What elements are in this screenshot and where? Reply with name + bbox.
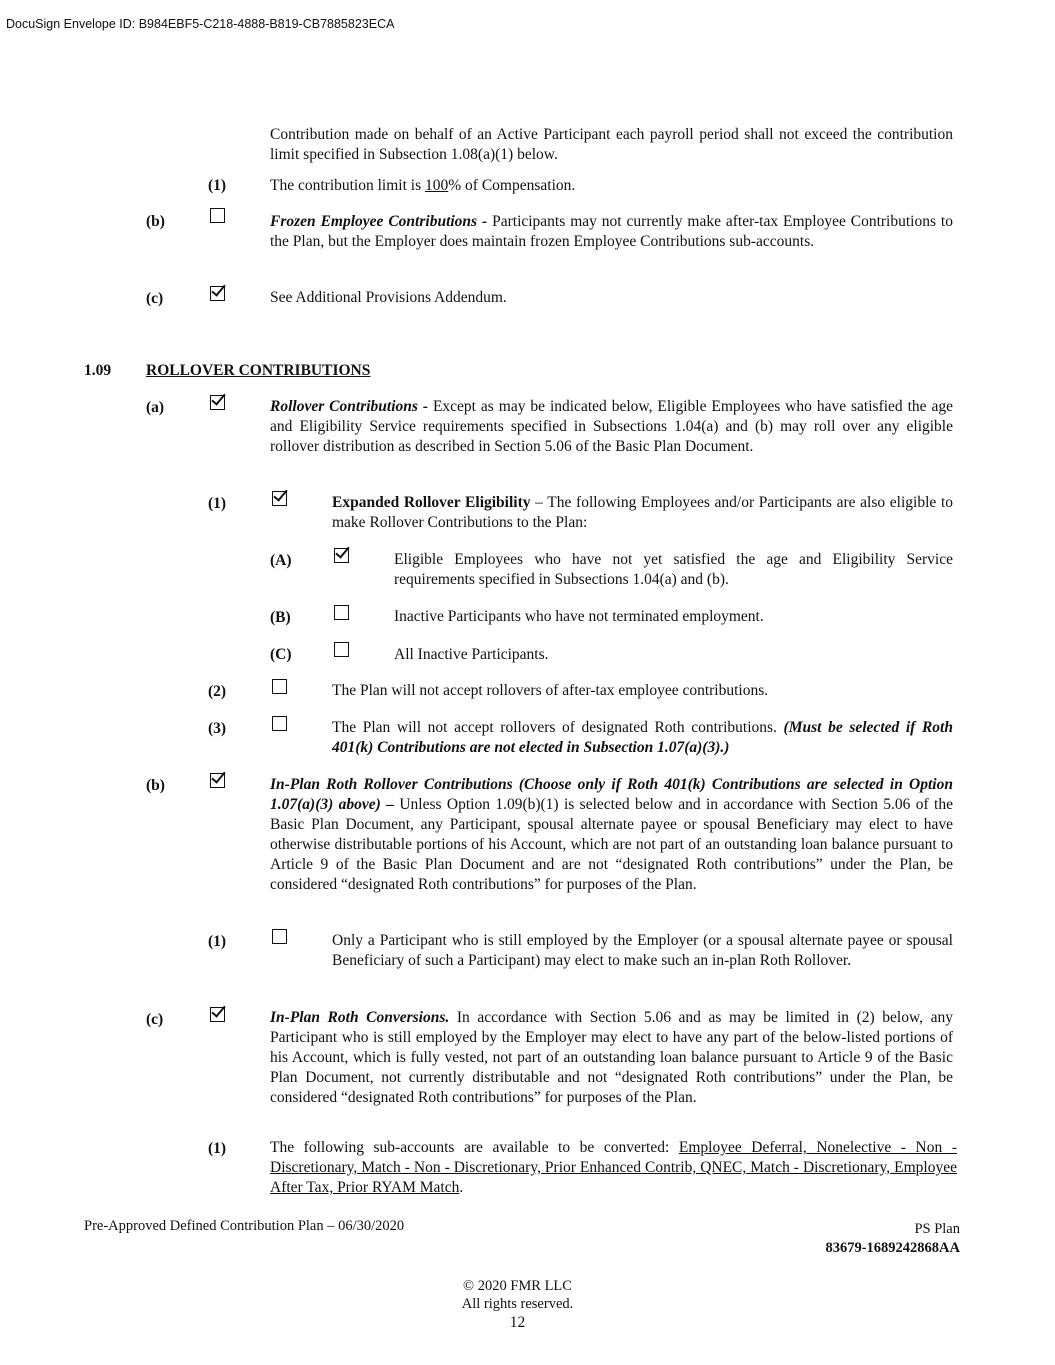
footer-plan-code: 83679-1689242868AA xyxy=(825,1240,960,1256)
sec109-a-checkbox-checked[interactable] xyxy=(210,395,225,410)
sub-item-B-text: Inactive Participants who have not terminated employment. xyxy=(394,608,764,625)
contribution-limit-text: The contribution limit is 100% of Compensation. xyxy=(270,177,576,194)
sec108-b-label: (b) xyxy=(146,213,165,230)
sec109-a-2-checkbox[interactable] xyxy=(272,679,287,694)
sec108-b-checkbox[interactable] xyxy=(210,208,225,223)
sub-item-A-label: (A) xyxy=(270,552,292,569)
footer-right-block xyxy=(825,1220,960,1258)
after-tax-rollover-text: The Plan will not accept rollovers of after-tax employee contributions. xyxy=(332,682,769,699)
sec109-a-3-checkbox[interactable] xyxy=(272,716,287,731)
footer-rights: All rights reserved. xyxy=(461,1296,574,1312)
sec109-c-1-label: (1) xyxy=(208,1140,227,1157)
in-plan-roth-rollover: In-Plan Roth Rollover Contributions (Choose only if Roth 401(k) Contributions are selected in Option 1.07(a)(3) above) – Unless Option 1.09(b)(1) is selected below and in accordance with Section 5.06 of the Basic Plan Document, any Participant, spousal alternate payee or spousal Beneficiary may elect to have otherwise distributable portions of his Account, which are not part of an outstanding loan balance pursuant to Article 9 of the Basic Plan Document and are not “designated Roth contributions” under the Plan, be considered “designated Roth contributions” for purposes of the Plan. xyxy=(270,776,953,893)
page-number: 12 xyxy=(509,1314,526,1331)
footer-plan-type: PS Plan xyxy=(914,1221,960,1237)
sub-item-C-label: (C) xyxy=(270,646,292,663)
sec109-c-label: (c) xyxy=(146,1011,164,1028)
sec109-b-label: (b) xyxy=(146,777,165,794)
in-plan-roth-restriction-text: Only a Participant who is still employed by the Employer (or a spousal alternate payee or spousal Beneficiary of such a Participant) may elect to make such an in-plan Roth Rollover. xyxy=(332,932,953,969)
sub-item-C-text: All Inactive Participants. xyxy=(394,646,549,663)
rollover-contributions: Rollover Contributions - Except as may be indicated below, Eligible Employees who have satisfied the age and Eligibility Service requirements specified in Subsections 1.04(a) and (b) may roll over any eligible rollover distribution as described in Section 5.06 of the Basic Plan Document. xyxy=(270,398,953,455)
sub-item-A-checkbox-checked[interactable] xyxy=(334,548,349,563)
convertible-sub-accounts: The following sub-accounts are available to be converted: Employee Deferral, Nonelective - Non - Discretionary, Match - Non - Discretionary, Prior Enhanced Contrib, QNEC, Match - Discretionary, Employee After Tax, Prior RYAM Match. xyxy=(270,1139,957,1196)
sec109-b-checkbox-checked[interactable] xyxy=(210,773,225,788)
sub-accounts-list: Employee Deferral, Nonelective - Non - Discretionary, Match - Non - Discretionary, Prior Enhanced Contrib, QNEC, Match - Discretionary, Employee After Tax, Prior RYAM Match xyxy=(270,1139,957,1196)
sec109-a-1-label: (1) xyxy=(208,495,227,512)
sec109-a-label: (a) xyxy=(146,399,165,416)
envelope-id: DocuSign Envelope ID: B984EBF5-C218-4888-B819-CB7885823ECA xyxy=(6,17,395,31)
sec109-a-3-label: (3) xyxy=(208,720,227,737)
sub-item-B-checkbox[interactable] xyxy=(334,605,349,620)
sec108-c-checkbox-checked[interactable] xyxy=(210,286,225,301)
additional-provisions-text: See Additional Provisions Addendum. xyxy=(270,289,507,306)
intro-item-1-label: (1) xyxy=(208,177,227,194)
sub-item-B-label: (B) xyxy=(270,609,291,626)
section-number: 1.09 xyxy=(84,362,112,379)
sec109-b-1-label: (1) xyxy=(208,933,227,950)
expanded-rollover-eligibility: Expanded Rollover Eligibility – The following Employees and/or Participants are also eligible to make Rollover Contributions to the Plan: xyxy=(332,494,953,531)
sec109-b-1-checkbox[interactable] xyxy=(272,929,287,944)
sec109-c-checkbox-checked[interactable] xyxy=(210,1007,225,1022)
contribution-limit-value: 100 xyxy=(425,177,449,194)
in-plan-roth-conversions: In-Plan Roth Conversions. In accordance with Section 5.06 and as may be limited in (2) below, any Participant who is still employed by the Employer may elect to have any part of the below-listed portions of his Account, which is fully vested, not part of an outstanding loan balance pursuant to Article 9 of the Basic Plan Document, not currently distributable and not “designated Roth contributions” under the Plan, be considered “designated Roth contributions” for purposes of the Plan. xyxy=(270,1009,953,1106)
section-title: ROLLOVER CONTRIBUTIONS xyxy=(146,362,371,379)
frozen-employee-contributions: Frozen Employee Contributions - Participants may not currently make after-tax Employee Contributions to the Plan, but the Employer does maintain frozen Employee Contributions sub-accounts. xyxy=(270,213,953,250)
footer-copyright: © 2020 FMR LLC xyxy=(463,1278,572,1294)
expanded-rollover-checkbox-checked[interactable] xyxy=(272,491,287,506)
sub-item-A-text: Eligible Employees who have not yet satisfied the age and Eligibility Service requirements specified in Subsections 1.04(a) and (b). xyxy=(394,551,953,588)
intro-paragraph: Contribution made on behalf of an Active Participant each payroll period shall not exceed the contribution limit specified in Subsection 1.08(a)(1) below. xyxy=(270,126,953,163)
sub-item-C-checkbox[interactable] xyxy=(334,642,349,657)
sec108-c-label: (c) xyxy=(146,290,164,307)
footer-plan-name: Pre-Approved Defined Contribution Plan – 06/30/2020 xyxy=(84,1218,405,1234)
sec109-a-2-label: (2) xyxy=(208,683,227,700)
roth-rollover-text: The Plan will not accept rollovers of designated Roth contributions. (Must be selected if Roth 401(k) Contributions are not elected in Subsection 1.07(a)(3).) xyxy=(332,719,953,756)
